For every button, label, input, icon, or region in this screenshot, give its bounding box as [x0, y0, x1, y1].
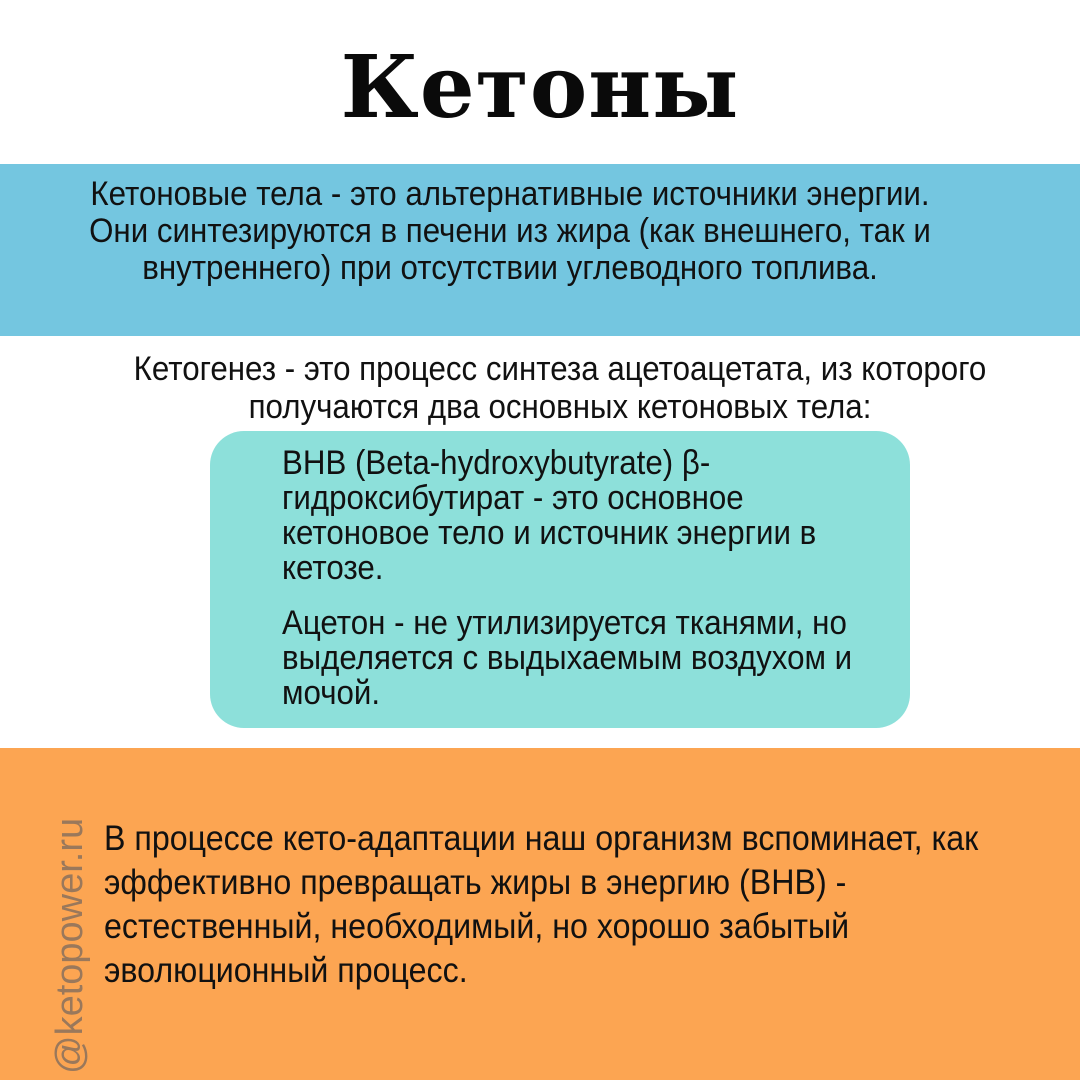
- intro-text: Кетоновые тела - это альтернативные источники энергии. Они синтезируются в печени из жира (как внешнего, так и внутреннего) при отсутствии углеводного топлива.: [89, 175, 931, 287]
- page-title: Кетоны: [340, 37, 740, 138]
- acetone-description: Ацетон - не утилизируется тканями, но выделяется с выдыхаемым воздухом и мочой.: [282, 604, 853, 712]
- conclusion-text: В процессе кето-адаптации наш организм вспоминает, как эффективно превращать жиры в энергию (BHB) - естественный, необходимый, но хорошо забытый эволюционный процесс.: [104, 819, 979, 990]
- watermark: @ketopower.ru: [49, 817, 91, 1074]
- bhb-description: BHB (Beta-hydroxybutyrate) β-гидроксибутират - это основное кетоновое тело и источник энергии в кетозе.: [282, 444, 817, 587]
- ketogenesis-text: Кетогенез - это процесс синтеза ацетоацетата, из которого получаются два основных кетоновых тела:: [133, 350, 987, 426]
